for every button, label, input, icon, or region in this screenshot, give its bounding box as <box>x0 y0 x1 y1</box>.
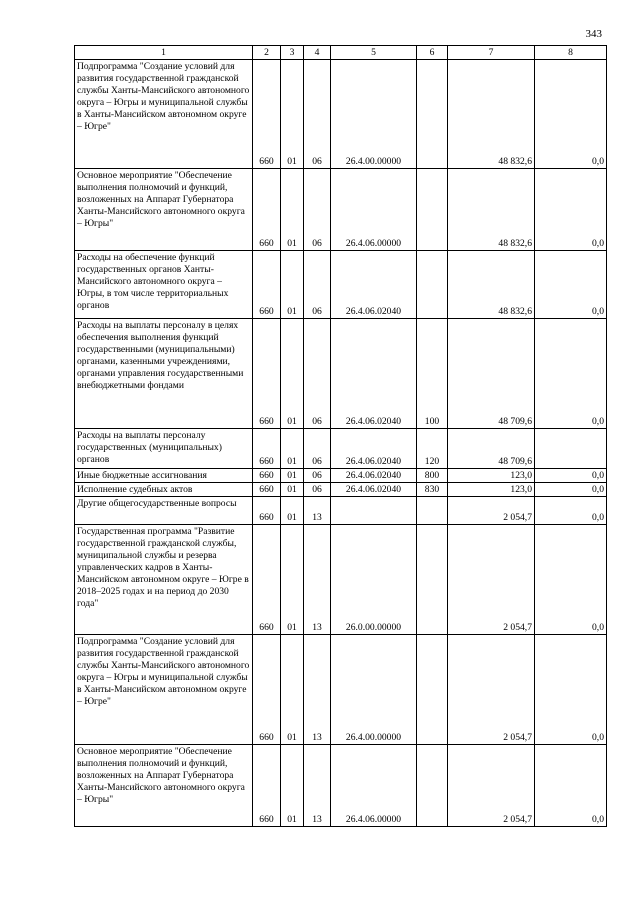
expense-name-cell: Государственная программа "Развитие государственной гражданской службы, муниципальной службы и резерва управленческих кадров в Ханты-Мансийском автономном округе – Югре в 2018–2025 годах и на период до 2030 года" <box>75 524 253 634</box>
expense-name-cell: Расходы на обеспечение функций государственных органов Ханты-Мансийского автономного округа – Югры, в том числе территориальных органов <box>75 251 253 319</box>
target-article-cell: 26.4.06.00000 <box>331 744 417 826</box>
expense-name-cell: Подпрограмма "Создание условий для развития государственной гражданской службы Ханты-Мансийского автономного округа – Югры и муниципальной службы в Ханты-Мансийском автономном округе – Югре" <box>75 60 253 169</box>
amount-cell: 2 054,7 <box>448 496 535 524</box>
expense-name-cell: Подпрограмма "Создание условий для развития государственной гражданской службы Ханты-Мансийского автономного округа – Югры и муниципальной службы в Ханты-Мансийском автономном округе – Югре" <box>75 634 253 744</box>
amount-cell: 48 709,6 <box>448 429 535 469</box>
amount-cell: 2 054,7 <box>448 744 535 826</box>
ministry-code-cell: 660 <box>253 744 281 826</box>
ministry-code-cell: 660 <box>253 429 281 469</box>
expense-type-cell: 800 <box>417 469 448 483</box>
ministry-code-cell: 660 <box>253 634 281 744</box>
table-row <box>75 319 607 429</box>
subsection-code-cell: 06 <box>304 319 331 429</box>
target-article-cell: 26.4.06.02040 <box>331 319 417 429</box>
amount-cell: 0,0 <box>535 469 607 483</box>
section-code-cell: 01 <box>281 429 304 469</box>
page-number: 343 <box>585 28 602 40</box>
expense-name-cell: Расходы на выплаты персоналу государственных (муниципальных) органов <box>75 429 253 469</box>
amount-cell: 2 054,7 <box>448 634 535 744</box>
expense-name-cell: Другие общегосударственные вопросы <box>75 496 253 524</box>
section-code-cell: 01 <box>281 482 304 496</box>
amount-cell: 0,0 <box>535 169 607 251</box>
subsection-code-cell: 13 <box>304 496 331 524</box>
expense-type-cell: 830 <box>417 482 448 496</box>
table-row <box>75 251 607 319</box>
target-article-cell: 26.0.00.00000 <box>331 524 417 634</box>
column-header: 3 <box>281 46 304 60</box>
amount-cell: 48 709,6 <box>448 319 535 429</box>
subsection-code-cell: 06 <box>304 169 331 251</box>
expense-name-cell: Расходы на выплаты персоналу в целях обеспечения выполнения функций государственными (муниципальными) органами, казенными учреждениями, органами управления государственными внебюджетными фондами <box>75 319 253 429</box>
table-row <box>75 634 607 744</box>
section-code-cell: 01 <box>281 319 304 429</box>
target-article-cell: 26.4.00.00000 <box>331 60 417 169</box>
amount-cell: 0,0 <box>535 251 607 319</box>
target-article-cell: 26.4.06.02040 <box>331 469 417 483</box>
amount-cell: 0,0 <box>535 744 607 826</box>
section-code-cell: 01 <box>281 744 304 826</box>
amount-cell: 0,0 <box>535 496 607 524</box>
expense-type-cell <box>417 634 448 744</box>
table-row <box>75 744 607 826</box>
subsection-code-cell: 13 <box>304 744 331 826</box>
column-number-row <box>75 46 607 60</box>
subsection-code-cell: 13 <box>304 634 331 744</box>
section-code-cell: 01 <box>281 469 304 483</box>
amount-cell: 0,0 <box>535 60 607 169</box>
expense-type-cell: 120 <box>417 429 448 469</box>
table-row <box>75 469 607 483</box>
table-row <box>75 60 607 169</box>
target-article-cell: 26.4.06.02040 <box>331 251 417 319</box>
ministry-code-cell: 660 <box>253 251 281 319</box>
column-header: 1 <box>75 46 253 60</box>
amount-cell: 0,0 <box>535 319 607 429</box>
expense-type-cell: 100 <box>417 319 448 429</box>
amount-cell: 48 832,6 <box>448 251 535 319</box>
amount-cell: 2 054,7 <box>448 524 535 634</box>
amount-cell: 0,0 <box>535 524 607 634</box>
table-row <box>75 482 607 496</box>
subsection-code-cell: 06 <box>304 251 331 319</box>
column-header: 8 <box>535 46 607 60</box>
ministry-code-cell: 660 <box>253 319 281 429</box>
target-article-cell: 26.4.00.00000 <box>331 634 417 744</box>
expense-type-cell <box>417 524 448 634</box>
expense-type-cell <box>417 496 448 524</box>
expense-name-cell: Иные бюджетные ассигнования <box>75 469 253 483</box>
target-article-cell: 26.4.06.00000 <box>331 169 417 251</box>
expense-type-cell <box>417 169 448 251</box>
subsection-code-cell: 06 <box>304 482 331 496</box>
expense-type-cell <box>417 744 448 826</box>
ministry-code-cell: 660 <box>253 496 281 524</box>
table-row <box>75 496 607 524</box>
subsection-code-cell: 06 <box>304 469 331 483</box>
expense-name-cell: Основное мероприятие "Обеспечение выполнения полномочий и функций, возложенных на Аппарат Губернатора Ханты-Мансийского автономного округа – Югры" <box>75 744 253 826</box>
expense-name-cell: Основное мероприятие "Обеспечение выполнения полномочий и функций, возложенных на Аппарат Губернатора Ханты-Мансийского автономного округа – Югры" <box>75 169 253 251</box>
expense-type-cell <box>417 251 448 319</box>
section-code-cell: 01 <box>281 60 304 169</box>
target-article-cell: 26.4.06.02040 <box>331 429 417 469</box>
subsection-code-cell: 13 <box>304 524 331 634</box>
table-row <box>75 429 607 469</box>
target-article-cell <box>331 496 417 524</box>
amount-cell: 123,0 <box>448 482 535 496</box>
ministry-code-cell: 660 <box>253 469 281 483</box>
section-code-cell: 01 <box>281 169 304 251</box>
section-code-cell: 01 <box>281 524 304 634</box>
amount-cell <box>535 429 607 469</box>
subsection-code-cell: 06 <box>304 60 331 169</box>
amount-cell: 0,0 <box>535 482 607 496</box>
expense-type-cell <box>417 60 448 169</box>
ministry-code-cell: 660 <box>253 524 281 634</box>
column-header: 2 <box>253 46 281 60</box>
subsection-code-cell: 06 <box>304 429 331 469</box>
target-article-cell: 26.4.06.02040 <box>331 482 417 496</box>
ministry-code-cell: 660 <box>253 482 281 496</box>
expense-name-cell: Исполнение судебных актов <box>75 482 253 496</box>
section-code-cell: 01 <box>281 251 304 319</box>
column-header: 5 <box>331 46 417 60</box>
section-code-cell: 01 <box>281 634 304 744</box>
ministry-code-cell: 660 <box>253 60 281 169</box>
column-header: 4 <box>304 46 331 60</box>
amount-cell: 48 832,6 <box>448 169 535 251</box>
ministry-code-cell: 660 <box>253 169 281 251</box>
amount-cell: 0,0 <box>535 634 607 744</box>
table-row <box>75 169 607 251</box>
column-header: 7 <box>448 46 535 60</box>
amount-cell: 48 832,6 <box>448 60 535 169</box>
amount-cell: 123,0 <box>448 469 535 483</box>
section-code-cell: 01 <box>281 496 304 524</box>
table-row <box>75 524 607 634</box>
budget-table <box>74 45 607 827</box>
column-header: 6 <box>417 46 448 60</box>
